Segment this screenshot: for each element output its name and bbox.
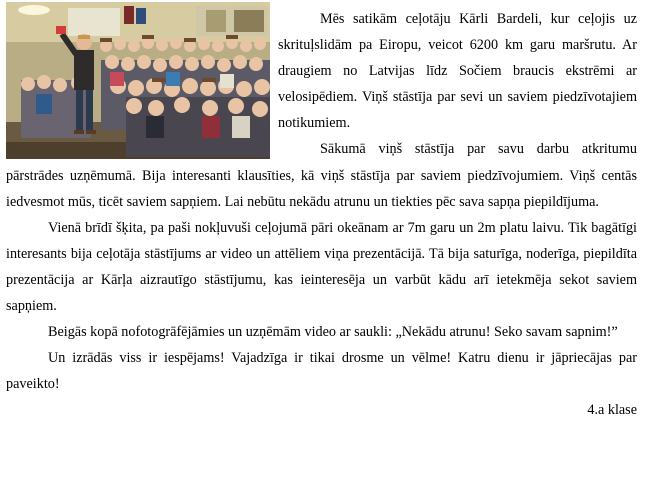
paragraph-4: Beigās kopā nofotogrāfējāmies un uzņēmām video ar saukli: „Nekādu atrunu! Seko savam sapnim!” [48, 324, 618, 341]
paragraph-5: Un izrādās viss ir iespējams! Vajadzīga ir tikai drosme un vēlme! Katru dienu ir jāpriecājas par paveikto! [6, 350, 637, 393]
signature: 4.a klase [587, 402, 637, 419]
paragraph-1: Mēs satikām ceļotāju Kārli Bardeli, kur ceļojis uz skrituļslidām pa Eiropu, veicot 6200 km garu maršrutu. Ar draugiem no Latvijas līdz Sočiem braucis ekstrēmi ar velosipēdiem. Viņš stāstīja par sevi un saviem piedzīvotajiem notikumiem. [278, 11, 637, 132]
document-page [6, 0, 636, 500]
paragraph-2: Sākumā viņš stāstīja par savu darbu atkritumu pārstrādes uzņēmumā. Bija interesanti klausīties, kā viņš stāstīja par saviem piedzīvojumiem. Viņš centās iedvesmot mūs, ticēt saviem sapņiem. Lai nebūtu nekādu atrunu un tiekties pēc sava sapņa piepildījuma. [6, 141, 637, 210]
article-text [6, 6, 637, 424]
paragraph-3: Vienā brīdī šķita, pa paši nokļuvuši ceļojumā pāri okeānam ar 7m garu un 2m platu laivu. Tik bagātīgi interesants bija ceļotāja stāstījums ar video un attēliem viņa prezentācijā. Tā bija saturīga, noderīga, piepildīta prezentācija ar Kārļa aizrautīgo stāstījumu, kas ieinteresēja un varbūt kādu arī ietekmēja sekot saviem sapņiem. [6, 219, 637, 315]
photo-wrap-spacer [6, 6, 278, 160]
